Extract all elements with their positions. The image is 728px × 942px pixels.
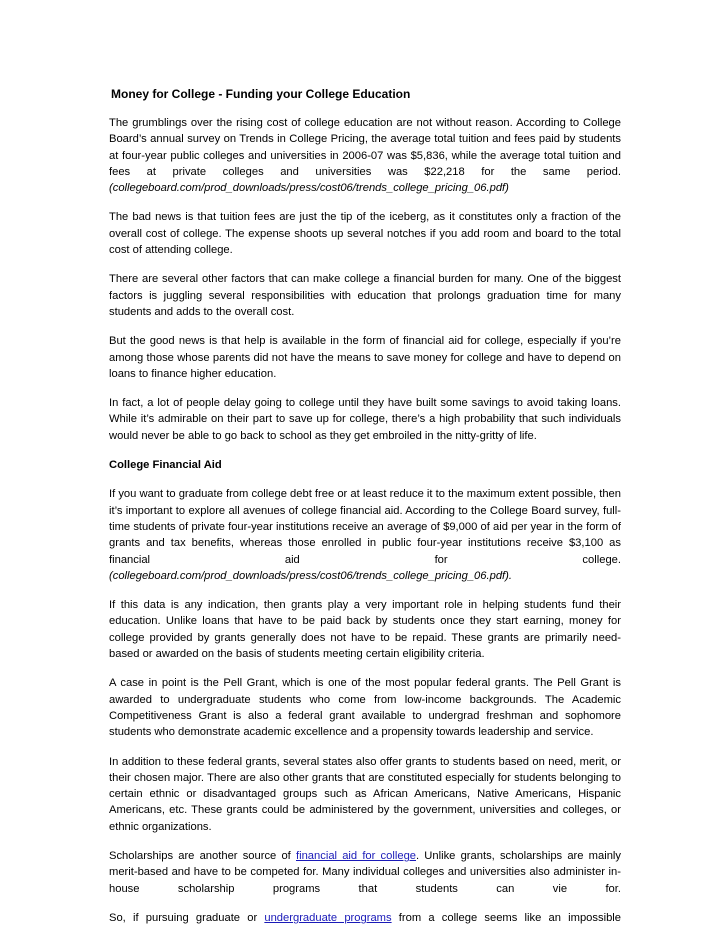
paragraph-state-grants: In addition to these federal grants, several states also offer grants to students based on need, merit, or their chosen major. There are also other grants that are constituted especially for students belonging to certain ethnic or disadvantaged groups such as African Americans, Native Americans, Hispanic Americans, etc. These grants could be administered by the government, universities and colleges, or ethnic organizations. (109, 755, 621, 833)
paragraph-text: from a college seems like an impossible (391, 911, 621, 924)
document-page (109, 86, 621, 939)
paragraph-text: . Unlike grants, scholarships are mainly merit-based and have to be competed for. Many individual colleges and universities also administer in-house scholarship programs that students can vie for. (109, 849, 621, 895)
paragraph-grants: If this data is any indication, then grants play a very important role in helping students fund their education. Unlike loans that have to be paid back by students once they start earning, money for college provided by grants generally does not have to be repaid. These grants are primarily need-based or awarded on the basis of students meeting certain eligibility criteria. (109, 599, 621, 661)
paragraph-good-news: But the good news is that help is available in the form of financial aid for college, especially if you’re among those whose parents did not have the means to save money for college and have to depend on loans to finance higher education. (109, 335, 621, 380)
paragraph-scholarships (109, 848, 621, 897)
paragraph-other-factors: There are several other factors that can make college a financial burden for many. One of the biggest factors is juggling several responsibilities with education that prolongs graduation time for many students and adds to the overall cost. (109, 273, 621, 318)
paragraph-text: Scholarships are another source of (109, 849, 296, 862)
financial-aid-link[interactable]: financial aid for college (295, 849, 417, 862)
paragraph-text: The grumblings over the rising cost of college education are not without reason. According to College Board’s annual survey on Trends in College Pricing, the average total tuition and fees paid by students at four-year public colleges and universities in 2006-07 was $5,836, while the average total tuition and fees at private colleges and universities was $22,218 for the same period. (109, 117, 621, 178)
paragraph-delay-college: In fact, a lot of people delay going to college until they have built some savings to avoid taking loans. While it’s admirable on their part to save up for college, there’s a high probability that such individuals would never be able to go back to school as they get embroiled in the nitty-gritty of life. (109, 397, 621, 442)
paragraph-text: So, if pursuing graduate or (109, 911, 265, 924)
undergraduate-programs-link[interactable]: undergraduate programs (264, 911, 392, 924)
paragraph-tuition-costs (109, 115, 621, 196)
page-title: Money for College - Funding your College Education (111, 87, 411, 101)
paragraph-text: If you want to graduate from college debt free or at least reduce it to the maximum extent possible, then it’s important to explore all avenues of college financial aid. According to the College Board survey, full-time students of private four-year institutions receive an average of $9,000 of aid per year in the form of grants and tax benefits, whereas those enrolled in public four-year institutions receive $3,100 as financial aid for college. (109, 488, 621, 566)
paragraph-bad-news: The bad news is that tuition fees are just the tip of the iceberg, as it constitutes only a fraction of the overall cost of college. The expense shoots up several notches if you add room and board to the total cost of attending college. (109, 211, 621, 257)
section-heading: College Financial Aid (109, 459, 222, 472)
paragraph-pell-grant: A case in point is the Pell Grant, which is one of the most popular federal grants. The Pell Grant is awarded to undergraduate students who come from low-income backgrounds. The Academic Competitiveness Grant is also a federal grant available to undergrad freshman and sophomore students who demonstrate academic excellence and a propensity towards leadership and service. (109, 677, 621, 739)
citation: (collegeboard.com/prod_downloads/press/cost06/trends_college_pricing_06.pdf). (109, 569, 512, 582)
paragraph-financial-aid (109, 486, 621, 584)
citation: (collegeboard.com/prod_downloads/press/cost06/trends_college_pricing_06.pdf) (109, 182, 509, 195)
paragraph-conclusion (109, 910, 621, 926)
